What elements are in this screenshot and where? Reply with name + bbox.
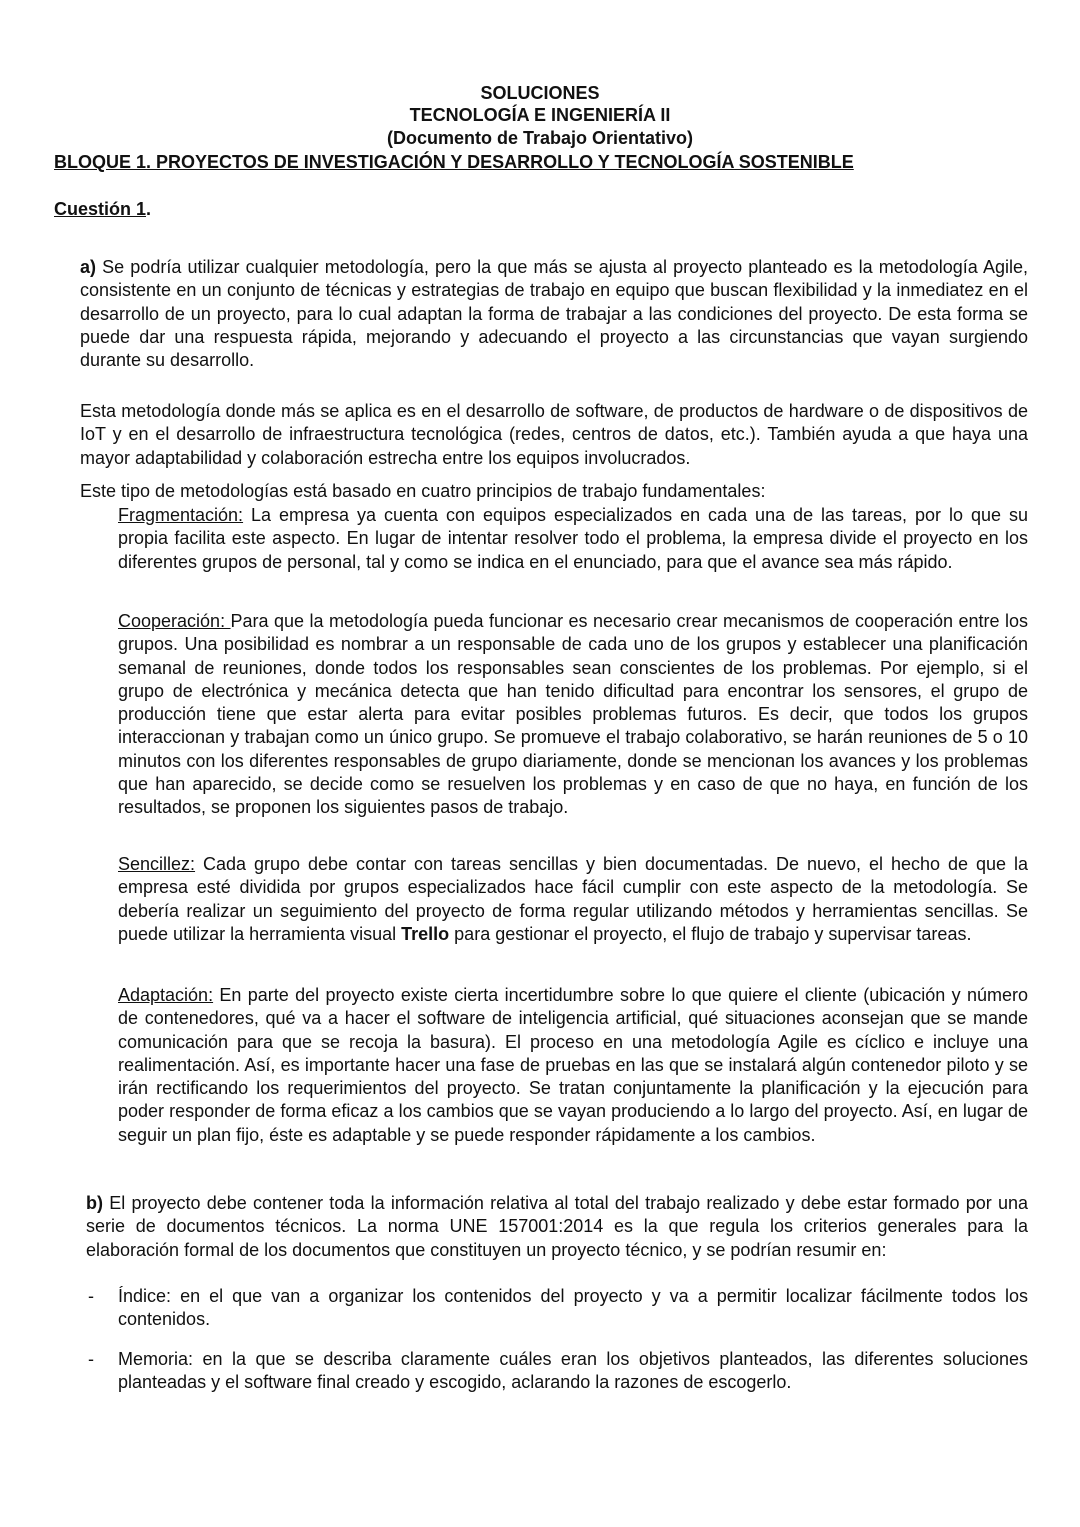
principle-sencillez <box>118 853 1028 946</box>
list-dash: - <box>88 1349 94 1369</box>
block-heading: BLOQUE 1. PROYECTOS DE INVESTIGACIÓN Y DESARROLLO Y TECNOLOGÍA SOSTENIBLE <box>54 152 854 172</box>
principle-text: Cada grupo debe contar con tareas sencillas y bien documentadas. De nuevo, el hecho de que la empresa esté dividida por grupos especializados hace fácil cumplir con este aspecto de la metodología. Se debería realizar un seguimiento del proyecto de forma regular utilizando métodos y herramientas sencillas. Se puede utilizar la herramienta visual <box>118 854 1028 944</box>
doc-subject: TECNOLOGÍA E INGENIERÍA II <box>409 105 671 125</box>
answer-a-paragraph <box>80 256 1028 372</box>
principle-fragmentacion <box>118 504 1028 574</box>
answer-b-paragraph <box>86 1192 1028 1262</box>
principle-adaptacion <box>118 984 1028 1147</box>
answer-b-text: El proyecto debe contener toda la información relativa al total del trabajo realizado y debe estar formado por una serie de documentos técnicos. La norma UNE 157001:2014 es la que regula los criterios generales para la elaboración formal de los documentos que constituyen un proyecto técnico, y se podrían resumir en: <box>86 1193 1028 1260</box>
answer-a-paragraph-3: Este tipo de metodologías está basado en cuatro principios de trabajo fundamentales: <box>80 481 766 501</box>
doc-subtitle: (Documento de Trabajo Orientativo) <box>386 128 694 148</box>
trello-bold: Trello <box>401 923 450 944</box>
principle-term: Sencillez: <box>118 854 196 874</box>
principle-term: Cooperación: <box>118 611 231 631</box>
list-dash: - <box>88 1286 94 1306</box>
answer-a-label: a) <box>80 257 97 277</box>
answer-a-paragraph-2: Esta metodología donde más se aplica es en el desarrollo de software, de productos de hardware o de dispositivos de IoT y en el desarrollo de infraestructura tecnológica (redes, centros de datos, etc.). También ayuda a que haya una mayor adaptabilidad y colaboración estrecha entre los equipos involucrados. <box>80 401 1028 468</box>
question-heading <box>54 198 151 221</box>
principle-text: En parte del proyecto existe cierta incertidumbre sobre lo que quiere el cliente (ubicación y número de contenedores, qué va a hacer el software de inteligencia artificial, qué situaciones aconsejan que se mande comunicación para que se recoja la basura). El proceso en una metodología Agile es cíclico e incluye una realimentación. Así, es importante hacer una fase de pruebas en las que se instalará algún contenedor piloto y se irán rectificando los requerimientos del proyecto. Se tratan conjuntamente la planificación y la ejecución para poder responder de forma eficaz a los cambios que se vayan produciendo a lo largo del proyecto. Así, en lugar de seguir un plan fijo, éste es adaptable y se puede responder rápidamente a los cambios. <box>118 985 1028 1145</box>
list-item-indice: Índice: en el que van a organizar los contenidos del proyecto y va a permitir localizar fácilmente todos los contenidos. <box>118 1286 1028 1330</box>
principle-cooperacion <box>118 610 1028 820</box>
answer-b-label: b) <box>86 1193 103 1213</box>
question-dot: . <box>146 199 152 219</box>
principle-text: Para que la metodología pueda funcionar es necesario crear mecanismos de cooperación entre los grupos. Una posibilidad es nombrar a un responsable de cada uno de los grupos y establecer una planificación semanal de reuniones, donde todos los responsables sean conscientes de los problemas. Por ejemplo, si el grupo de electrónica y mecánica detecta que han tenido dificultad para encontrar los sensores, el grupo de producción tiene que estar alerta para evitar posibles problemas futuros. Es decir, que todos los grupos interaccionan y trabajan como un único grupo. Se promueve el trabajo colaborativo, se harán reuniones de 5 o 10 minutos con los diferentes responsables de grupo diariamente, donde se mencionan los avances y los problemas que han aparecido, se decide como se resuelven los problemas y en caso de que no haya, en función de los resultados, se proponen los siguientes pasos de trabajo. <box>118 611 1028 818</box>
principle-term: Adaptación: <box>118 985 214 1005</box>
doc-title: SOLUCIONES <box>480 83 600 103</box>
answer-a-text: Se podría utilizar cualquier metodología, pero la que más se ajusta al proyecto planteado es la metodología Agile, consistente en un conjunto de técnicas y estrategias de trabajo en equipo que buscan flexibilidad y la inmediatez en el desarrollo de un proyecto, para lo cual adaptan la forma de trabajar a las condiciones del proyecto. De esta forma se puede dar una respuesta rápida, mejorando y adecuando el proyecto a las circunstancias que vayan surgiendo durante su desarrollo. <box>80 257 1028 371</box>
question-label: Cuestión 1 <box>54 199 147 219</box>
principle-term: Fragmentación: <box>118 505 244 525</box>
list-item-memoria: Memoria: en la que se describa claramente cuáles eran los objetivos planteados, las diferentes soluciones planteadas y el software final creado y escogido, aclarando la razones de escogerlo. <box>118 1349 1028 1393</box>
principle-text-2: para gestionar el proyecto, el flujo de trabajo y supervisar tareas. <box>449 923 972 944</box>
principle-text: La empresa ya cuenta con equipos especializados en cada una de las tareas, por lo que su propia facilita este aspecto. En lugar de intentar resolver todo el problema, la empresa divide el proyecto en los diferentes grupos de personal, tal y como se indica en el enunciado, para que el avance sea más rápido. <box>118 505 1028 572</box>
